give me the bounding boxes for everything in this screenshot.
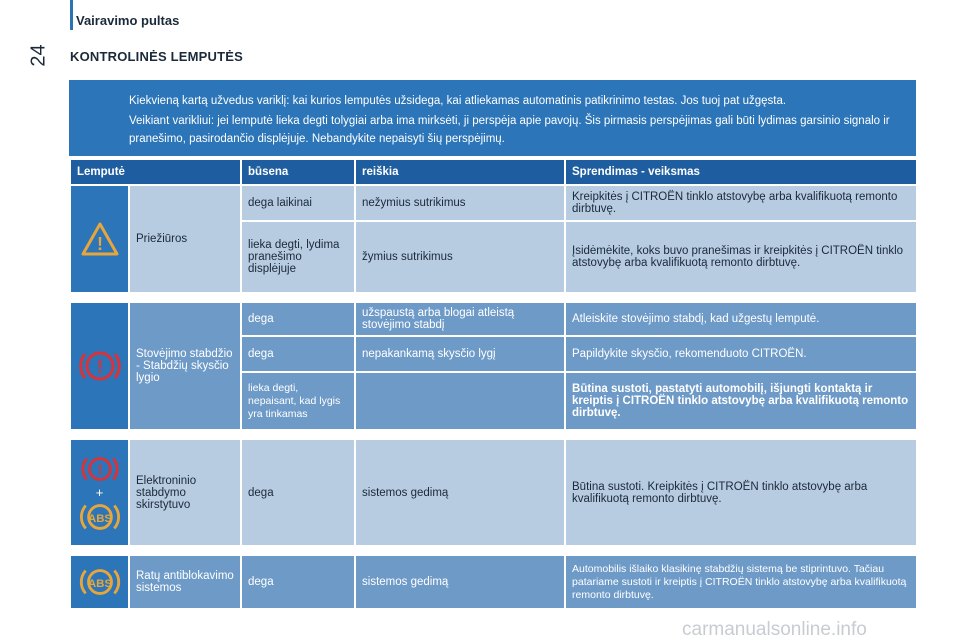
header-lamp: Lemputė — [70, 159, 241, 185]
table-row — [70, 302, 917, 336]
table-row — [70, 185, 917, 221]
warning-mark: ! — [96, 234, 103, 254]
header-meaning: reiškia — [355, 159, 565, 185]
action-cell: Įsidėmėkite, koks buvo pranešimas ir kreipkitės į CITROËN tinklo atstovybę arba kvalifikuotą remonto dirbtuvę. — [565, 221, 917, 293]
plus-sign: + — [95, 484, 104, 500]
page-number: 24 — [27, 44, 50, 67]
state-cell: lieka degti, lydima pranešimo displėjuje — [241, 221, 355, 293]
state-cell: dega — [241, 302, 355, 336]
abs-label: ABS — [87, 577, 112, 590]
ebd-icon-cell — [70, 439, 129, 546]
action-cell: Kreipkitės į CITROËN tinklo atstovybę arba kvalifikuotą remonto dirbtuvę. — [565, 185, 917, 221]
table-row — [70, 439, 917, 546]
meaning-cell: užspaustą arba blogai atleistą stovėjimo stabdį — [355, 302, 565, 336]
action-cell: Būtina sustoti, pastatyti automobilį, išjungti kontaktą ir kreiptis į CITROËN tinklo atstovybę arba kvalifikuotą remonto dirbtuvę. — [565, 372, 917, 430]
brake-mark: ! — [96, 357, 103, 378]
action-cell: Automobilis išlaiko klasikinę stabdžių sistemą be stiprintuvo. Tačiau patariame sustoti ir kreiptis į CITROËN tinklo atstovybę arba kvalifikuotą remonto dirbtuvę. — [565, 555, 917, 609]
state-cell: dega — [241, 555, 355, 609]
table-row — [70, 555, 917, 609]
service-warning-icon-cell — [70, 185, 129, 293]
brake-warning-icon-cell — [70, 302, 129, 430]
meaning-cell — [355, 372, 565, 430]
warning-triangle-icon — [80, 221, 120, 257]
state-cell: dega — [241, 439, 355, 546]
row-gap — [70, 430, 917, 439]
abs-icon — [78, 562, 122, 602]
warning-lights-table — [69, 158, 918, 610]
lamp-name: Stovėjimo stabdžio - Stabdžių skysčio lygio — [129, 302, 241, 430]
watermark: carmanualsonline.info — [682, 619, 867, 640]
brake-warning-icon — [78, 450, 122, 488]
header-state: būsena — [241, 159, 355, 185]
section-accent-bar — [70, 0, 73, 30]
meaning-cell: nepakankamą skysčio lygį — [355, 336, 565, 372]
action-cell: Būtina sustoti. Kreipkitės į CITROËN tinklo atstovybę arba kvalifikuotą remonto dirbtuvę. — [565, 439, 917, 546]
state-cell: lieka degti, nepaisant, kad lygis yra tinkamas — [241, 372, 355, 430]
section-title: Vairavimo pultas — [76, 13, 180, 28]
row-gap — [70, 293, 917, 302]
abs-label: ABS — [87, 512, 112, 525]
intro-paragraph-1: Kiekvieną kartą užvedus variklį: kai kurios lemputės užsidega, kai atliekamas automatinis patikrinimo testas. Jos tuoj pat užgęsta. — [129, 95, 787, 107]
header-action: Sprendimas - veiksmas — [565, 159, 917, 185]
lamp-name: Priežiūros — [129, 185, 241, 293]
action-cell: Papildykite skysčio, rekomenduoto CITROËN. — [565, 336, 917, 372]
meaning-cell: sistemos gedimą — [355, 439, 565, 546]
action-cell: Atleiskite stovėjimo stabdį, kad užgestų lemputė. — [565, 302, 917, 336]
lamp-name: Elektroninio stabdymo skirstytuvo — [129, 439, 241, 546]
intro-box — [69, 80, 916, 156]
row-gap — [70, 546, 917, 555]
intro-paragraph-2: Veikiant varikliui: jei lemputė lieka degti tolygiai arba ima mirksėti, ji perspėja apie pavojų. Šis pirmasis perspėjimas gali būti lydimas garsinio signalo ir pranešimo, pasirodančio displėjuje. Nebandykite nepaisyti šių perspėjimų. — [129, 115, 890, 145]
brake-mark: ! — [96, 461, 103, 479]
lamp-name: Ratų antiblokavimo sistemos — [129, 555, 241, 609]
abs-icon — [78, 498, 122, 536]
abs-icon-cell — [70, 555, 129, 609]
state-cell: dega laikinai — [241, 185, 355, 221]
brake-warning-icon — [77, 343, 123, 389]
meaning-cell: sistemos gedimą — [355, 555, 565, 609]
page-title: KONTROLINĖS LEMPUTĖS — [70, 49, 244, 64]
meaning-cell: nežymius sutrikimus — [355, 185, 565, 221]
state-cell: dega — [241, 336, 355, 372]
table-header-row — [70, 159, 917, 185]
meaning-cell: žymius sutrikimus — [355, 221, 565, 293]
